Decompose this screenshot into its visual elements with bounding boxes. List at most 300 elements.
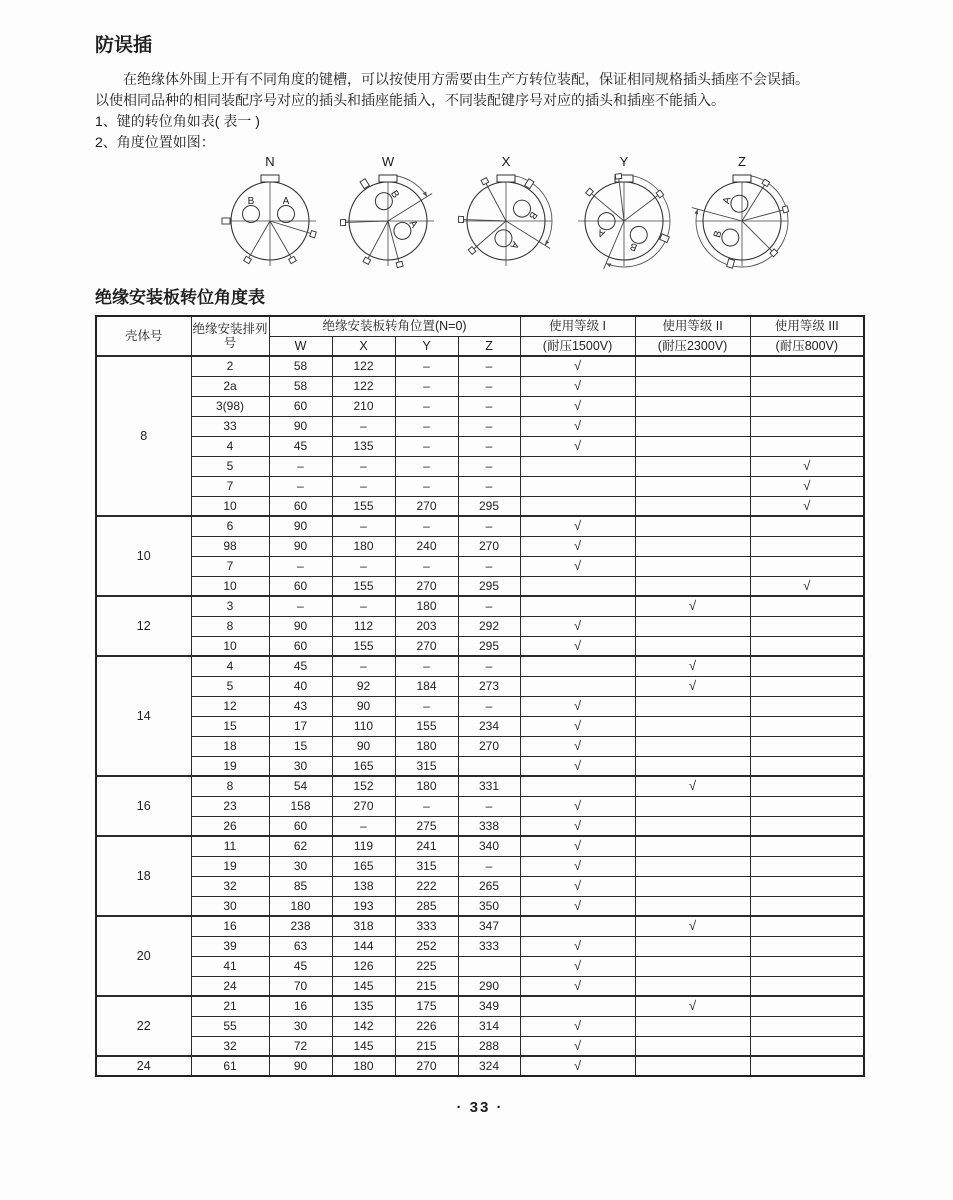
level1-check-cell: √ <box>520 696 635 716</box>
level3-check-cell <box>750 556 864 576</box>
angle-x-cell: 126 <box>332 956 395 976</box>
angle-z-cell: – <box>458 376 520 396</box>
angle-x-cell: 155 <box>332 576 395 596</box>
key-lug <box>244 256 252 263</box>
table-row <box>96 896 864 916</box>
level1-check-cell <box>520 676 635 696</box>
angle-z-cell: 295 <box>458 636 520 656</box>
angle-w-cell: 30 <box>269 856 332 876</box>
angle-w-cell: 45 <box>269 436 332 456</box>
arrangement-number-cell: 33 <box>191 416 269 436</box>
table-row <box>96 816 864 836</box>
level3-check-cell: √ <box>750 576 864 596</box>
col-header-w: W <box>269 336 332 356</box>
shell-number-cell: 16 <box>96 776 191 836</box>
angle-y-cell: – <box>395 436 458 456</box>
angle-w-cell: 58 <box>269 356 332 376</box>
col-header-level2: 使用等级 II <box>635 316 750 336</box>
level1-check-cell: √ <box>520 1056 635 1076</box>
angle-y-cell: 226 <box>395 1016 458 1036</box>
level2-check-cell: √ <box>635 656 750 676</box>
angle-z-cell: 331 <box>458 776 520 796</box>
angle-w-cell: 90 <box>269 536 332 556</box>
angle-y-cell: – <box>395 696 458 716</box>
col-header-shell: 壳体号 <box>96 316 191 356</box>
angle-y-cell: – <box>395 356 458 376</box>
key-line <box>736 221 779 253</box>
arrangement-number-cell: 2 <box>191 356 269 376</box>
angle-z-cell: – <box>458 396 520 416</box>
arrangement-number-cell: 19 <box>191 756 269 776</box>
table-row <box>96 876 864 896</box>
keyway-diagram-Z <box>685 155 799 277</box>
table-title: 绝缘安装板转位角度表 <box>95 288 265 307</box>
shell-number-cell: 8 <box>96 356 191 516</box>
angle-y-cell: 275 <box>395 816 458 836</box>
contact-a-label: A <box>507 239 521 251</box>
table-body <box>96 356 864 1076</box>
level2-check-cell: √ <box>635 996 750 1016</box>
level1-check-cell: √ <box>520 896 635 916</box>
level1-check-cell: √ <box>520 976 635 996</box>
table-row <box>96 476 864 496</box>
angle-y-cell: – <box>395 396 458 416</box>
angle-y-cell: 184 <box>395 676 458 696</box>
level3-check-cell <box>750 856 864 876</box>
angle-x-cell: 110 <box>332 716 395 736</box>
angle-y-cell: 270 <box>395 1056 458 1076</box>
key-line <box>461 200 506 240</box>
intro-paragraph-line-2: 以使相同品种的相同装配序号对应的插头和插座能插入，不同装配键序号对应的插头和插座不能插入。 <box>95 92 725 108</box>
angle-y-cell: 333 <box>395 916 458 936</box>
level2-check-cell <box>635 736 750 756</box>
angle-z-cell: 350 <box>458 896 520 916</box>
level2-check-cell <box>635 1056 750 1076</box>
angle-x-cell: 155 <box>332 636 395 656</box>
key-lug <box>363 257 371 264</box>
angle-z-cell: – <box>458 436 520 456</box>
level2-check-cell <box>635 976 750 996</box>
diagram-label: X <box>501 155 511 169</box>
table-row <box>96 596 864 616</box>
angle-z-cell: 265 <box>458 876 520 896</box>
angle-x-cell: – <box>332 656 395 676</box>
angle-z-cell: 290 <box>458 976 520 996</box>
keyway-diagram-Y <box>567 155 681 277</box>
level3-check-cell <box>750 616 864 636</box>
level3-check-cell <box>750 676 864 696</box>
contact-b-label: B <box>628 240 640 253</box>
level2-check-cell <box>635 856 750 876</box>
angle-x-cell: 145 <box>332 976 395 996</box>
angle-w-cell: 60 <box>269 496 332 516</box>
angle-w-cell: 60 <box>269 816 332 836</box>
level2-check-cell <box>635 696 750 716</box>
angle-w-cell: 90 <box>269 1056 332 1076</box>
rotated-insert <box>331 167 434 277</box>
angle-y-cell: – <box>395 796 458 816</box>
angle-x-cell: 165 <box>332 856 395 876</box>
angle-x-cell: 122 <box>332 376 395 396</box>
level3-check-cell <box>750 976 864 996</box>
angle-z-cell: 314 <box>458 1016 520 1036</box>
angle-x-cell: 122 <box>332 356 395 376</box>
diagram-label: N <box>265 155 275 169</box>
angle-z-cell: – <box>458 556 520 576</box>
contact-b-label: B <box>712 229 725 239</box>
angle-w-cell: 30 <box>269 1016 332 1036</box>
angle-z-cell: 338 <box>458 816 520 836</box>
angle-x-cell: 144 <box>332 936 395 956</box>
angle-x-cell: – <box>332 596 395 616</box>
level1-check-cell: √ <box>520 816 635 836</box>
key-lug-left <box>727 259 735 268</box>
contact-a-label: A <box>721 195 734 206</box>
angle-x-cell: 90 <box>332 696 395 716</box>
angle-y-cell: – <box>395 476 458 496</box>
angle-z-cell <box>458 756 520 776</box>
angle-w-cell: 70 <box>269 976 332 996</box>
angle-z-cell: 324 <box>458 1056 520 1076</box>
angle-y-cell: 180 <box>395 736 458 756</box>
diagram-label: W <box>381 155 395 169</box>
col-header-level3-voltage: (耐压800V) <box>750 336 864 356</box>
table-row <box>96 656 864 676</box>
arrangement-number-cell: 10 <box>191 576 269 596</box>
shell-number-cell: 18 <box>96 836 191 916</box>
angle-y-cell: 270 <box>395 636 458 656</box>
level1-check-cell: √ <box>520 836 635 856</box>
arrangement-number-cell: 32 <box>191 1036 269 1056</box>
angle-x-cell: 135 <box>332 996 395 1016</box>
angle-y-cell: 270 <box>395 496 458 516</box>
angle-w-cell: 15 <box>269 736 332 756</box>
table-row <box>96 956 864 976</box>
level1-check-cell: √ <box>520 536 635 556</box>
angle-y-cell: – <box>395 516 458 536</box>
arc-arrowhead <box>545 240 549 245</box>
arrangement-number-cell: 2a <box>191 376 269 396</box>
level2-check-cell <box>635 536 750 556</box>
table-row <box>96 856 864 876</box>
level2-check-cell <box>635 796 750 816</box>
table-row <box>96 436 864 456</box>
col-header-level3: 使用等级 III <box>750 316 864 336</box>
level3-check-cell <box>750 656 864 676</box>
table-row <box>96 496 864 516</box>
level2-check-cell <box>635 876 750 896</box>
key-lug <box>396 261 403 267</box>
table-row <box>96 936 864 956</box>
col-header-level1: 使用等级 I <box>520 316 635 336</box>
arrangement-number-cell: 12 <box>191 696 269 716</box>
table-row <box>96 736 864 756</box>
angle-w-cell: 60 <box>269 636 332 656</box>
col-header-level2-voltage: (耐压2300V) <box>635 336 750 356</box>
level3-check-cell <box>750 796 864 816</box>
level3-check-cell <box>750 1056 864 1076</box>
table-row <box>96 636 864 656</box>
contact-a-label: A <box>282 196 290 207</box>
table-row <box>96 1016 864 1036</box>
level3-check-cell <box>750 396 864 416</box>
arrangement-number-cell: 8 <box>191 616 269 636</box>
table-row <box>96 796 864 816</box>
arrangement-number-cell: 41 <box>191 956 269 976</box>
level1-check-cell: √ <box>520 376 635 396</box>
level1-check-cell <box>520 476 635 496</box>
arc-arrowhead <box>694 209 698 214</box>
arrangement-number-cell: 7 <box>191 476 269 496</box>
level3-check-cell <box>750 936 864 956</box>
angle-x-cell: 112 <box>332 616 395 636</box>
level2-check-cell <box>635 556 750 576</box>
level3-check-cell <box>750 896 864 916</box>
level1-check-cell <box>520 576 635 596</box>
angle-w-cell: 85 <box>269 876 332 896</box>
angle-x-cell: 270 <box>332 796 395 816</box>
shell-number-cell: 22 <box>96 996 191 1056</box>
arrangement-number-cell: 39 <box>191 936 269 956</box>
arrangement-number-cell: 4 <box>191 656 269 676</box>
angle-y-cell: 240 <box>395 536 458 556</box>
level1-check-cell: √ <box>520 1036 635 1056</box>
angle-y-cell: 222 <box>395 876 458 896</box>
level1-check-cell <box>520 916 635 936</box>
shell-number-cell: 14 <box>96 656 191 776</box>
angle-z-cell: 349 <box>458 996 520 1016</box>
angle-y-cell: 180 <box>395 776 458 796</box>
angle-w-cell: 43 <box>269 696 332 716</box>
angle-w-cell: 60 <box>269 396 332 416</box>
angle-z-cell: – <box>458 356 520 376</box>
top-keyway-tab <box>497 175 515 182</box>
angle-x-cell: 165 <box>332 756 395 776</box>
level1-check-cell: √ <box>520 756 635 776</box>
angle-x-cell: 90 <box>332 736 395 756</box>
table-row <box>96 756 864 776</box>
table-row <box>96 456 864 476</box>
angle-x-cell: – <box>332 456 395 476</box>
angle-x-cell: 318 <box>332 916 395 936</box>
level2-check-cell <box>635 376 750 396</box>
page-title: 防误插 <box>95 35 153 56</box>
level3-check-cell <box>750 956 864 976</box>
angle-x-cell: 119 <box>332 836 395 856</box>
keyway-diagram-W <box>331 155 445 277</box>
arrangement-number-cell: 16 <box>191 916 269 936</box>
angle-w-cell: 54 <box>269 776 332 796</box>
angle-y-cell: 285 <box>395 896 458 916</box>
angle-w-cell: 158 <box>269 796 332 816</box>
arrangement-number-cell: 5 <box>191 456 269 476</box>
angle-y-cell: 270 <box>395 576 458 596</box>
angle-x-cell: – <box>332 556 395 576</box>
level3-check-cell <box>750 436 864 456</box>
top-keyway-tab <box>733 175 751 182</box>
level2-check-cell <box>635 576 750 596</box>
angle-x-cell: 210 <box>332 396 395 416</box>
level1-check-cell: √ <box>520 516 635 536</box>
level2-check-cell <box>635 836 750 856</box>
angle-y-cell: 225 <box>395 956 458 976</box>
level2-check-cell <box>635 636 750 656</box>
arrangement-number-cell: 98 <box>191 536 269 556</box>
level3-check-cell <box>750 756 864 776</box>
level2-check-cell <box>635 816 750 836</box>
level3-check-cell <box>750 816 864 836</box>
angle-w-cell: 58 <box>269 376 332 396</box>
level1-check-cell <box>520 596 635 616</box>
level1-check-cell <box>520 776 635 796</box>
diagram-label: Z <box>738 155 746 169</box>
rotated-insert <box>222 196 316 264</box>
arrangement-number-cell: 3 <box>191 596 269 616</box>
angle-y-cell: – <box>395 416 458 436</box>
col-header-position-group: 绝缘安装板转角位置(N=0) <box>269 316 520 336</box>
contact-a-hole <box>278 206 295 223</box>
angle-z-cell: – <box>458 416 520 436</box>
level2-check-cell <box>635 516 750 536</box>
angle-x-cell: 92 <box>332 676 395 696</box>
angle-z-cell: 292 <box>458 616 520 636</box>
level1-check-cell: √ <box>520 616 635 636</box>
keyway-position-diagrams <box>213 155 865 277</box>
angle-x-cell: 145 <box>332 1036 395 1056</box>
key-line <box>343 202 388 242</box>
contact-b-hole <box>243 206 260 223</box>
angle-w-cell: 62 <box>269 836 332 856</box>
angle-y-cell: 180 <box>395 596 458 616</box>
angle-x-cell: 193 <box>332 896 395 916</box>
page-number: · 33 · <box>456 1099 504 1116</box>
level1-check-cell: √ <box>520 416 635 436</box>
level3-check-cell <box>750 696 864 716</box>
table-row <box>96 676 864 696</box>
angle-z-cell: – <box>458 516 520 536</box>
level3-check-cell <box>750 356 864 376</box>
angle-z-cell: – <box>458 696 520 716</box>
table-row <box>96 396 864 416</box>
keyway-diagram-N <box>213 155 327 277</box>
arrangement-number-cell: 5 <box>191 676 269 696</box>
level2-check-cell <box>635 436 750 456</box>
angle-x-cell: – <box>332 416 395 436</box>
arrangement-number-cell: 6 <box>191 516 269 536</box>
table-row <box>96 536 864 556</box>
shell-number-cell: 20 <box>96 916 191 996</box>
keyway-diagram-X <box>449 155 563 277</box>
key-line <box>742 199 785 231</box>
arrangement-number-cell: 26 <box>191 816 269 836</box>
level1-check-cell: √ <box>520 636 635 656</box>
table-row <box>96 716 864 736</box>
level2-check-cell <box>635 896 750 916</box>
level1-check-cell: √ <box>520 436 635 456</box>
level3-check-cell <box>750 376 864 396</box>
contact-a-label: A <box>596 226 607 240</box>
angle-z-cell: 347 <box>458 916 520 936</box>
level1-check-cell: √ <box>520 356 635 376</box>
level1-check-cell: √ <box>520 736 635 756</box>
angle-z-cell: 333 <box>458 936 520 956</box>
level2-check-cell <box>635 416 750 436</box>
angle-z-cell: – <box>458 656 520 676</box>
level1-check-cell: √ <box>520 796 635 816</box>
key-lug <box>340 219 345 225</box>
angle-z-cell: 288 <box>458 1036 520 1056</box>
angle-w-cell: – <box>269 556 332 576</box>
level1-check-cell: √ <box>520 716 635 736</box>
shell-number-cell: 12 <box>96 596 191 656</box>
level3-check-cell <box>750 636 864 656</box>
level3-check-cell <box>750 596 864 616</box>
angle-w-cell: 60 <box>269 576 332 596</box>
shell-number-cell: 24 <box>96 1056 191 1076</box>
level3-check-cell <box>750 536 864 556</box>
angle-z-cell: 270 <box>458 536 520 556</box>
angle-x-cell: 135 <box>332 436 395 456</box>
angle-x-cell: 138 <box>332 876 395 896</box>
col-header-arrangement: 绝缘安装排列号 <box>191 316 269 356</box>
level1-check-cell <box>520 656 635 676</box>
key-line <box>248 221 271 260</box>
top-keyway-tab <box>379 175 397 182</box>
angle-y-cell: – <box>395 656 458 676</box>
level1-check-cell <box>520 456 635 476</box>
angle-y-cell: 315 <box>395 756 458 776</box>
angle-y-cell: 215 <box>395 976 458 996</box>
level1-check-cell: √ <box>520 1016 635 1036</box>
angle-z-cell: – <box>458 476 520 496</box>
col-header-level1-voltage: (耐压1500V) <box>520 336 635 356</box>
table-row <box>96 1056 864 1076</box>
level2-check-cell: √ <box>635 596 750 616</box>
top-keyway-tab <box>261 175 279 182</box>
key-line <box>377 221 411 264</box>
level3-check-cell <box>750 836 864 856</box>
angle-y-cell: – <box>395 456 458 476</box>
level2-check-cell <box>635 616 750 636</box>
table-row <box>96 996 864 1016</box>
arrangement-number-cell: 4 <box>191 436 269 456</box>
angle-z-cell: – <box>458 856 520 876</box>
angle-w-cell: – <box>269 596 332 616</box>
col-header-x: X <box>332 336 395 356</box>
arrangement-number-cell: 32 <box>191 876 269 896</box>
key-lug <box>458 216 463 222</box>
arrangement-number-cell: 7 <box>191 556 269 576</box>
contact-b-label: B <box>247 196 255 207</box>
key-lug-left <box>222 218 230 224</box>
angle-z-cell: – <box>458 596 520 616</box>
level2-check-cell <box>635 1036 750 1056</box>
col-header-z: Z <box>458 336 520 356</box>
angle-x-cell: – <box>332 476 395 496</box>
col-header-y: Y <box>395 336 458 356</box>
level3-check-cell <box>750 996 864 1016</box>
arrangement-number-cell: 8 <box>191 776 269 796</box>
angle-y-cell: 203 <box>395 616 458 636</box>
angle-w-cell: 238 <box>269 916 332 936</box>
level2-check-cell: √ <box>635 916 750 936</box>
angle-w-cell: 30 <box>269 756 332 776</box>
level1-check-cell: √ <box>520 396 635 416</box>
table-row <box>96 416 864 436</box>
rotation-reference-line <box>692 208 742 221</box>
table-row <box>96 776 864 796</box>
level3-check-cell <box>750 736 864 756</box>
